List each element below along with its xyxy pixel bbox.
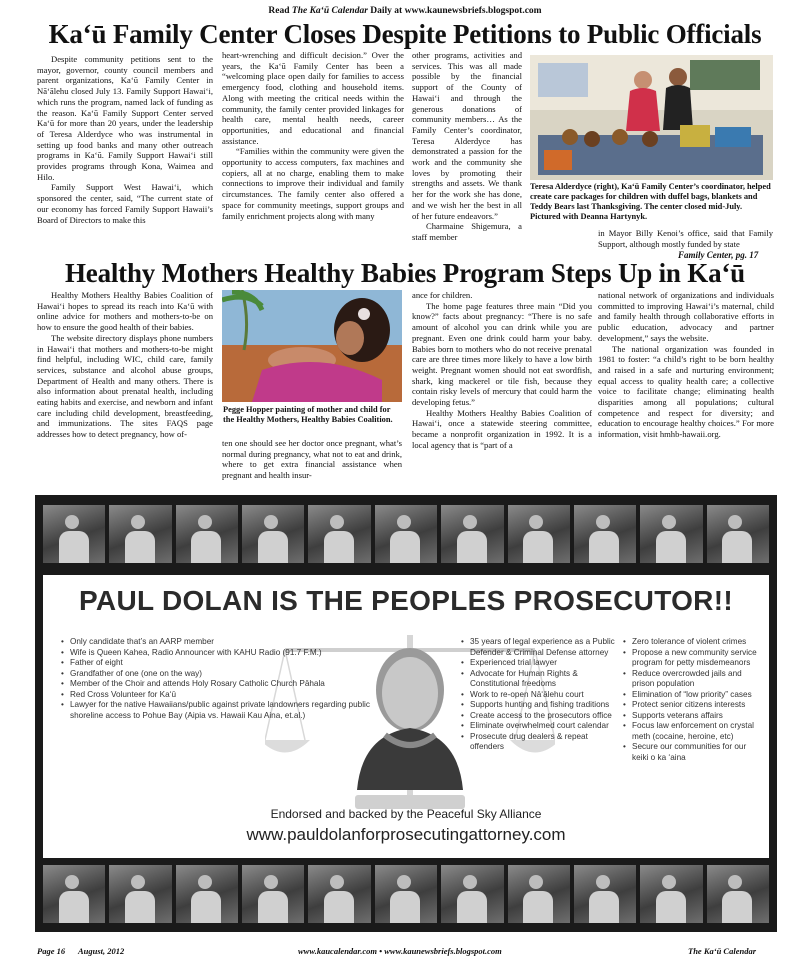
ad-photo [43,505,105,563]
pegge-hopper-painting [222,290,402,402]
ad-bullet: • Lawyer for the native Hawaiians/public against private landowners regarding public shoreline access to Pohue Bay (Aipia vs. Hawaii Kau Aina, et.al.) [61,700,381,721]
ad-bullet: • Propose a new community service program for petty misdemeanors [623,648,763,669]
story2-paragraph: The national organization was founded in 1981 to foster: “a child’s right to be born healthy and raised in a safe and nurturing environment; equal access to quality health care; a collective voice to facilitate change; eliminating health disparities among all populations; cultural competence and respect for diversity; and education to encourage healthy choices.” For more information, visit hmhb-hawaii.org. [598,343,774,440]
painting-caption: Pegge Hopper painting of mother and child for the Healthy Mothers, Healthy Babies Coalition. [223,405,393,424]
ad-bullet: • Work to re-open Nā‘ālehu court [461,690,619,701]
family-center-photo-caption: Teresa Alderdyce (right), Ka‘ū Family Center’s coordinator, helped create care packages for children with duffel bags, blankets and Teddy Bears last Thanksgiving. The center closed mid-July. Pictured with Deanna Hartynyk. [530,182,771,221]
story1-paragraph: other programs, activities and services. This was all made possible by the financial support of the County of Hawai‘i and through the generous donations of community members… As the Family Center’s coordinator, Teresa Alderdyce has demonstrated a passion for the work and the community she loves by promoting their strengths and assets. We thank her for the work she has done, and we wish her the best in all of her future endeavors.” [412,50,522,221]
story2-paragraph: The website directory displays phone numbers in Hawai‘i that mothers and mothers-to-be might find helpful, including WIC, child care, family services, substance and alcohol abuse groups, Department of Health and many others. There is also information about prenatal health, including eating habits and exercise, and newborn and infant care including child development, breastfeeding, and immunizations. The sites FAQS page addresses how to detect pregnancy, how of- [37,332,213,440]
ad-photo [707,865,769,923]
story1-paragraph: Family Support West Hawai‘i, which sponsored the center, said, “The current state of our economy has forced Family Support Hawaii’s Board of Directors to make this [37,182,213,225]
ad-photo [308,505,370,563]
ad-bullet: • Wife is Queen Kahea, Radio Announcer with KAHU Radio (91.7 F.M.) [61,648,381,659]
ad-bullet: • Secure our communities for our keiki o ka ‘aina [623,742,763,763]
ad-bullet: • Only candidate that’s an AARP member [61,637,381,648]
story1-column-3 [412,50,522,260]
ad-photo [43,865,105,923]
ad-bullet: • Elimination of “low priority” cases [623,690,763,701]
story1-paragraph: in Mayor Billy Kenoi’s office, said that Family Support, although mostly funded by state [598,228,773,249]
ad-photo-strip-bottom [43,865,769,923]
ad-bullet: • Experienced trial lawyer [461,658,619,669]
ad-bullet: • Advocate for Human Rights & Constitutional freedoms [461,669,619,690]
promo-publication: The Ka‘ū Calendar [291,6,368,16]
ad-photo [441,865,503,923]
story2-paragraph: ten one should see her doctor once pregnant, what’s normal during pregnancy, what not to eat and drink, where to get extra financial assistance when pregnant and health insur- [222,438,402,481]
footer-websites: www.kaucalendar.com • www.kaunewsbriefs.blogspot.com [298,946,502,956]
story2-column-3 [412,290,592,490]
story2-paragraph: ance for children. [412,290,473,300]
story2-paragraph: national network of organizations and individuals committed to improving Hawai‘i’s maternal, child and family health through collaborative efforts in public education, advocacy and partner development,” says the website. [598,290,774,343]
ad-photo [441,505,503,563]
top-promo-line [0,6,810,16]
ad-photo [640,865,702,923]
ad-photo-strip-top [43,505,769,563]
story1-paragraph: Charmaine Shigemura, a staff member [412,221,522,242]
story1-paragraph: Despite community petitions sent to the mayor, governor, county council members and parent organizations, Ka‘ū Family Center in Nā‘ālehu closed July 13. Family Support Hawai‘i, which runs the program, named lack of funding as the reason. Ka‘ū Family Support Center served Ka‘ū for more than 20 years, under the leadership of Teresa Alderdyce who was instrumental in setting up food banks and many other outreach programs in Ka‘ū. Family Support Hawai‘i still provides programs through Kona, Waimea and Hilo. [37,54,213,182]
ad-photo [375,505,437,563]
ad-bullet: • Focus law enforcement on crystal meth (cocaine, heroine, etc) [623,721,763,742]
ad-photo [375,865,437,923]
footer-publication: The Ka‘ū Calendar [688,946,757,956]
pegge-hopper-painting-art [222,290,402,402]
ad-bullet: • Protect senior citizens interests [623,700,763,711]
ad-bullet: • Create access to the prosecutors office [461,711,619,722]
story1-jump-line: Family Center, pg. 17 [678,250,759,260]
ad-photo [508,505,570,563]
ad-bullets-right [623,637,763,763]
family-center-photo [530,55,773,180]
story1-paragraph: heart-wrenching and difficult decision.” Over the years, the Ka‘ū Family Center has been a “welcoming place open daily for families to access emergency food, clothing and household items. Along with meeting the critical needs within the community, the family center provided linkages for health care, mental health needs, career opportunities, and educational and financial assistance. [222,50,404,146]
ad-bullet: • Supports hunting and fishing traditions [461,700,619,711]
ad-photo [109,505,171,563]
ad-bullet: • Grandfather of one (one on the way) [61,669,381,680]
ad-endorsement: Endorsed and backed by the Peaceful Sky Alliance [270,807,542,821]
story2-paragraph: Healthy Mothers Healthy Babies Coalition of Hawai‘i hopes to spread its reach into Ka‘ū with online advice for mothers and mothers-to-be on how to ensure the good health of their babies. [37,290,213,333]
story1-column-2 [222,50,404,260]
story1-paragraph: “Families within the community were given the opportunity to access computers, fax machines and copiers, all at no charge, enabling them to make connections to improve their individual and family circumstances. The family center also offered a space for community meetings, support groups and family enrichment projects along with many [222,146,404,221]
story2-column-1 [37,290,213,490]
story2-column-2 [222,438,402,490]
ad-photo [640,505,702,563]
ad-photo [176,865,238,923]
ad-body [43,575,769,858]
ad-photo [242,865,304,923]
promo-prefix: Read [268,6,292,16]
ad-photo [176,505,238,563]
campaign-advertisement [35,495,777,932]
ad-photo [242,505,304,563]
story2-paragraph: The home page features three main “Did you know?” facts about pregnancy: “There is no safe amount of alcohol you can drink while you are pregnant. Even one drink could harm your baby. Babies born to mothers who do not receive prenatal care are three times more likely to have a low birth weight. Pregnant women should not eat swordfish, shark, king mackerel or tile fish, because they contain risky levels of mercury that could harm the developing fetus.” [412,300,592,408]
ad-bullets-middle [461,637,619,753]
ad-website: www.pauldolanforprosecutingattorney.com [246,825,566,844]
ad-photo [109,865,171,923]
ad-photo [707,505,769,563]
story2-column-4 [598,290,774,490]
footer-page-number: Page 16 [37,946,66,956]
story2-paragraph: Healthy Mothers Healthy Babies Coalition of Hawai‘i, once a statewide steering committee, became a nonprofit organization in 1992. It is a local agency that is “part of a [412,407,592,450]
ad-photo [574,505,636,563]
ad-bullet: • Red Cross Volunteer for Ka‘ū [61,690,381,701]
ad-bullet: • 35 years of legal experience as a Public Defender & Criminal Defense attorney [461,637,619,658]
ad-bullet: • Eliminate overwhelmed court calendar [461,721,619,732]
family-center-headline: Ka‘ū Family Center Closes Despite Petitions to Public Officials [48,19,762,49]
ad-bullet: • Prosecute drug dealers & repeat offenders [461,732,619,753]
ad-bullet: • Father of eight [61,658,381,669]
ad-bullet: • Supports veterans affairs [623,711,763,722]
ad-photo [308,865,370,923]
footer-date: August, 2012 [78,946,125,956]
ad-bullets-left [61,637,381,721]
healthy-mothers-headline: Healthy Mothers Healthy Babies Program Steps Up in Ka‘ū [65,258,745,288]
ad-bullet: • Zero tolerance of violent crimes [623,637,763,648]
ad-bullet: • Reduce overcrowded jails and prison population [623,669,763,690]
family-center-photo-art [530,55,773,180]
story1-column-4 [598,228,773,250]
story1-column-1 [37,54,213,262]
ad-title: PAUL DOLAN IS THE PEOPLES PROSECUTOR!! [79,585,733,616]
promo-suffix: Daily at www.kaunewsbriefs.blogspot.com [367,6,542,16]
ad-bullet: • Member of the Choir and attends Holy Rosary Catholic Church Pāhala [61,679,381,690]
ad-photo [508,865,570,923]
ad-photo [574,865,636,923]
